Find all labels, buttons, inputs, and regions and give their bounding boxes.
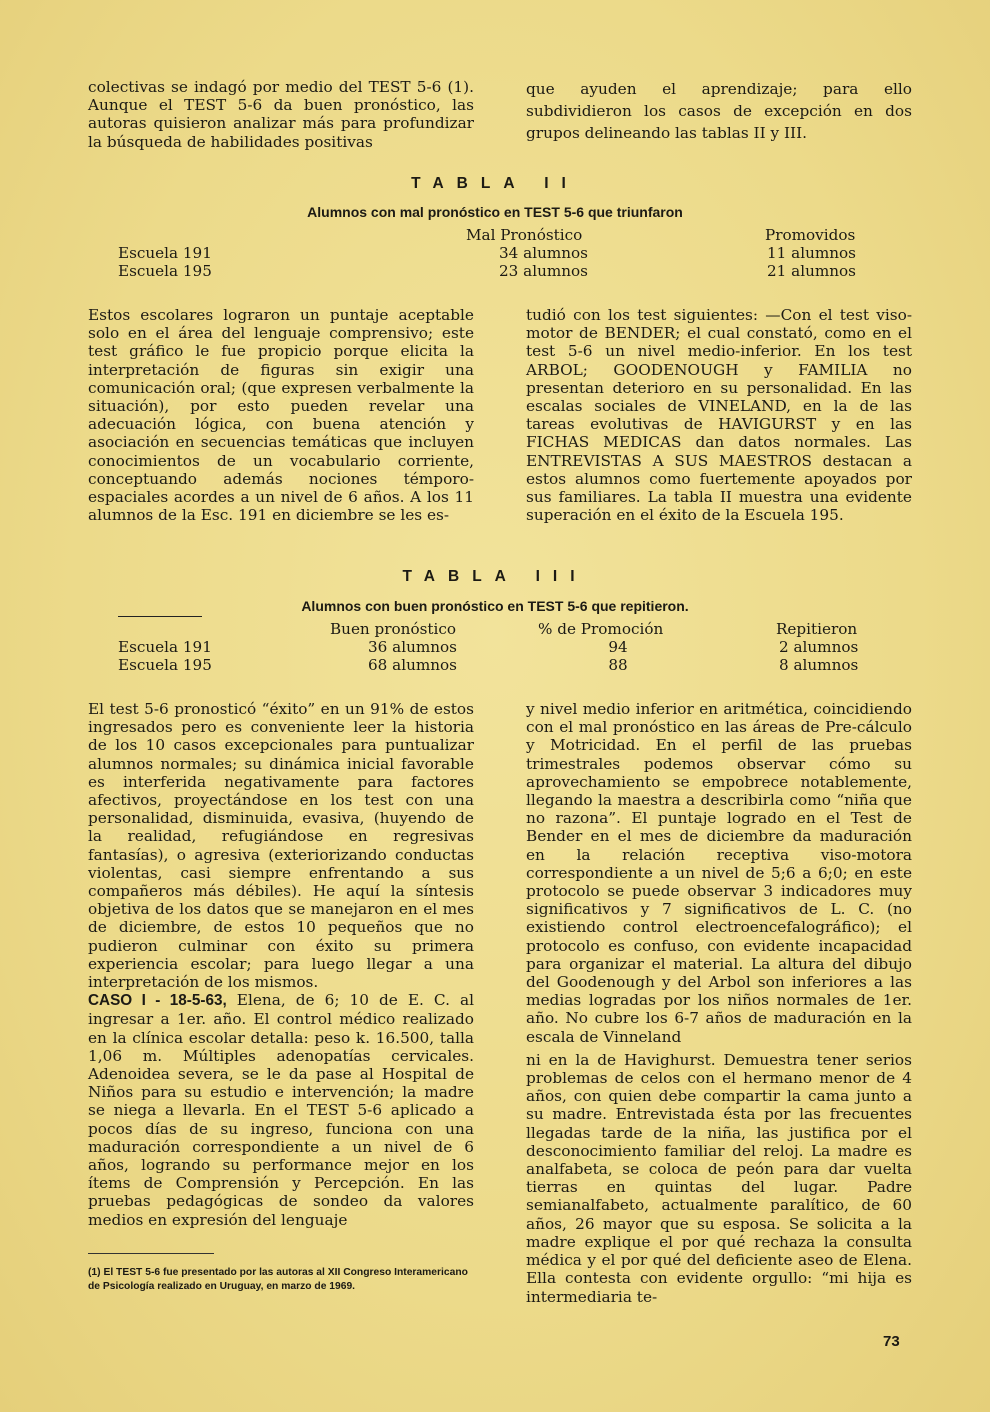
tabla-iii-row1-buen: 36 alumnos [368, 638, 457, 656]
caso-text: Elena, de 6; 10 de E. C. al ingresar a 1er. año. El control médico realizado en la clínica escolar detalla: peso k. 16.500, talla 1,06 m. Múltiples adenopatías cervicales. Adenoidea severa, se le da pase al Hospital de Niños para su estudio e intervención; la madre se niega a llevarla. En el TEST 5-6 aplicado a pocos días de su ingreso, funciona con una maduración correspondiente a un nivel de 6 años, logrando su performance mejor en los ítems de Comprensión y Percepción. En las pruebas pedagógicas de sondeo da valores medios en expresión del lenguaje [88, 991, 474, 1229]
tabla-iii-row1-promocion: 94 [608, 638, 628, 656]
tabla-iii-subtitle: Alumnos con buen pronóstico en TEST 5-6 que repitieron. [301, 598, 689, 614]
tabla-iii-row2-buen: 68 alumnos [368, 656, 457, 674]
footnote-rule [88, 1253, 214, 1254]
tabla-iii-rule [118, 616, 202, 617]
top-left-paragraph: colectivas se indagó por medio del TEST 5-6 (1). Aunque el TEST 5-6 da buen pronóstico, las autoras quisieron analizar más para profundizar la búsqueda de habilidades positivas [88, 78, 474, 151]
tabla-ii-row1-mal: 34 alumnos [499, 244, 588, 262]
tabla-iii-header-repitieron: Repitieron [776, 620, 858, 638]
tabla-ii-header-mal-pronostico: Mal Pronóstico [466, 226, 583, 244]
tabla-ii-title: TABLA II [411, 175, 579, 192]
footnote: (1) El TEST 5-6 fue presentado por las autoras al XII Congreso Interamericano de Psicología realizado en Uruguay, en marzo de 1969. [88, 1267, 468, 1292]
tabla-iii-row2-repitieron: 8 alumnos [779, 656, 859, 674]
bottom-left-paragraph: El test 5-6 pronosticó “éxito” en un 91% de estos ingresados pero es conveniente leer la historia de los 10 casos excepcionales para puntualizar alumnos normales; su dinámica inicial favorable es interferida negativamente para factores afectivos, proyectándose en los test con una personalidad, disminuida, evasiva, (huyendo de la realidad, refugiándose en regresivas fantasías), o agresiva (exteriorizando conductas violentas, casi siempre enfrentando a sus compañeros más débiles). He aquí la síntesis objetiva de los datos que se manejaron en el mes de diciembre, de estos 10 pequeños que no pudieron culminar con éxito su primera experiencia escolar; para luego llegar a una interpretación de los mismos. CASO I - 18-5-63, Elena, de 6; 10 de E. C. al ingresar a 1er. año. El control médico realizado en la clínica escolar detalla: peso k. 16.500, talla 1,06 m. Múltiples adenopatías cervicales. Adenoidea severa, se le da pase al Hospital de Niños para su estudio e intervención; la madre se niega a llevarla. En el TEST 5-6 aplicado a pocos días de su ingreso, funciona con una maduración correspondiente a un nivel de 6 años, logrando su performance mejor en los ítems de Comprensión y Percepción. En las pruebas pedagógicas de sondeo da valores medios en expresión del lenguaje [88, 700, 474, 1229]
middle-left-paragraph: Estos escolares lograron un puntaje aceptable solo en el área del lenguaje comprensivo; este test gráfico le fue propicio porque elicita la interpretación de figuras sin exigir una comunicación oral; (que expresen verbalmente la situación), por esto pueden revelar una adecuación lógica, con buena atención y asociación en secuencias temáticas que incluyen conocimientos de un vocabulario corriente, conceptuando además nociones témporo-espaciales acordes a un nivel de 6 años. A los 11 alumnos de la Esc. 191 en diciembre se les es- [88, 306, 474, 525]
caso-label: CASO I - 18-5-63, [88, 992, 227, 1010]
tabla-iii-row1-school: Escuela 191 [118, 638, 212, 656]
middle-right-paragraph: tudió con los test siguientes: —Con el test viso-motor de BENDER; el cual constató, como en el test 5-6 un nivel medio-inferior. En los test ARBOL; GOODENOUGH y FAMILIA no presentan deterioro en su personalidad. En las escalas sociales de VINELAND, en la de las tareas evolutivas de HAVIGURST y en las FICHAS MEDICAS dan datos normales. Las ENTREVISTAS A SUS MAESTROS destacan a estos alumnos como fuertemente apoyados por sus familiares. La tabla II muestra una evidente superación en el éxito de la Escuela 195. [526, 306, 912, 525]
tabla-ii-row2-promovidos: 21 alumnos [767, 262, 856, 280]
tabla-ii-header-promovidos: Promovidos [765, 226, 856, 244]
tabla-iii-row2-promocion: 88 [608, 656, 628, 674]
tabla-iii-row2-school: Escuela 195 [118, 656, 212, 674]
tabla-iii-header-buen-pronostico: Buen pronóstico [330, 620, 456, 638]
tabla-ii-row2-school: Escuela 195 [118, 262, 212, 280]
tabla-ii-row2-mal: 23 alumnos [499, 262, 588, 280]
bottom-right-paragraph: y nivel medio inferior en aritmética, coincidiendo con el mal pronóstico en las áreas de Pre-cálculo y Motricidad. En el perfil de las pruebas trimestrales podemos observar cómo su aprovechamiento se empobrece notablemente, llegando la maestra a describirla como “niña que no razona”. El puntaje logrado en el Test de Bender en el mes de diciembre da maduración en la relación receptiva viso-motora correspondiente a un nivel de 5;6 a 6;0; en este protocolo se puede observar 3 indicadores muy significativos y 7 significativos de L. C. (no existiendo control electroencefalográfico); el protocolo es confuso, con evidente incapacidad para organizar el material. La altura del dibujo del Goodenough y del Arbol son inferiores a las medias logradas por los niños normales de 1er. año. No cubre los 6-7 años de maduración en la escala de Vinneland ni en la de Havighurst. Demuestra tener serios problemas de celos con el hermano menor de 4 años, con quien debe compartir la cama junto a su madre. Entrevistada ésta por las frecuentes llegadas tarde de la niña, las justifica por el desconocimiento familiar del reloj. La madre es analfabeta, se coloca de peón para dar vuelta tierras en quintas del lugar. Padre semianalfabeto, actualmente paralítico, de 60 años, 26 mayor que su esposa. Se solicita a la madre explique el por qué rechaza la consulta médica y el por qué del deficiente aseo de Elena. Ella contesta con evidente orgullo: “mi hija es intermediaria te- [526, 700, 912, 1306]
tabla-iii-header-promocion: % de Promoción [538, 620, 664, 638]
page-number: 73 [883, 1333, 900, 1350]
tabla-iii-title: TABLA III [402, 568, 588, 585]
tabla-ii-row1-promovidos: 11 alumnos [767, 244, 856, 262]
tabla-ii-row1-school: Escuela 191 [118, 244, 212, 262]
top-right-paragraph: que ayuden el aprendizaje; para ello subdividieron los casos de excepción en dos grupos delineando las tablas II y III. [526, 80, 912, 142]
tabla-ii-subtitle: Alumnos con mal pronóstico en TEST 5-6 que triunfaron [307, 204, 683, 220]
tabla-iii-row1-repitieron: 2 alumnos [779, 638, 859, 656]
